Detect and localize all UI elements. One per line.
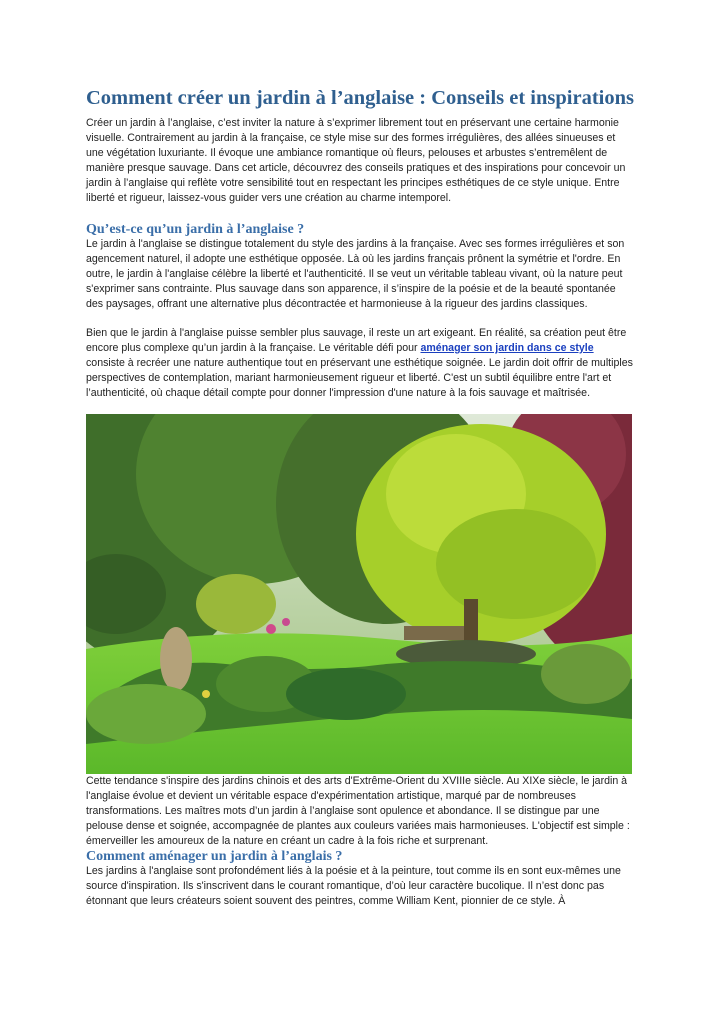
section1-paragraph-2 — [86, 326, 634, 401]
paragraph-text-after-link: consiste à recréer une nature authentique tout en préservant une esthétique soignée. Le jardin doit offrir de multiples perspectives de contemplation, mariant harmonieusement rigueur et liberté. C'est un subtil équilibre entre l'art et l’authenticité, où chaque détail compte pour donner l'impression d'une nature à la fois sauvage et maîtrisée. — [86, 357, 633, 399]
page-title: Comment créer un jardin à l’anglaise : Conseils et inspirations — [86, 87, 634, 109]
intro-paragraph: Créer un jardin à l’anglaise, c’est inviter la nature à s’exprimer librement tout en préservant une certaine harmonie visuelle. Contrairement au jardin à la française, ce style mise sur des formes irrégulières, des allées sinueuses et une végétation luxuriante. Il évoque une ambiance romantique où fleurs, pelouses et arbustes s’entremêlent de manière presque sauvage. Dans cet article, découvrez des conseils pratiques et des inspirations pour concevoir un jardin à l’anglaise qui reflète votre sensibilité tout en respectant les principes esthétiques de ce style unique. Entre liberté et rigueur, laissez-vous guider vers une création au charme intemporel. — [86, 117, 626, 204]
section1-heading: Qu’est-ce qu’un jardin à l’anglaise ? — [86, 222, 305, 237]
section2-heading: Comment aménager un jardin à l’anglais ? — [86, 849, 343, 864]
amenager-jardin-link[interactable]: aménager son jardin dans ce style — [420, 342, 594, 354]
section1-paragraph-3: Cette tendance s'inspire des jardins chinois et des arts d'Extrême-Orient du XVIIIe siècle. Au XIXe siècle, le jardin à l'anglaise évolue et devient un véritable espace d'expérimentation artistique, marqué par de nombreuses transformations. Les maîtres mots d’un jardin à l’anglaise sont opulence et abondance. Il se distingue par une pelouse dense et soignée, accompagnée de plantes aux couleurs variées mais harmonieuses. L'objectif est simple : émerveiller les amoureux de la nature en créant un cadre à la fois riche et surprenant. — [86, 775, 630, 847]
garden-photo — [86, 414, 632, 774]
section1-paragraph-1: Le jardin à l'anglaise se distingue totalement du style des jardins à la française. Avec ses formes irrégulières et son agencement naturel, il adopte une esthétique opposée. Là où les jardins français prônent la symétrie et l'ordre. En outre, le jardin à l'anglaise célèbre la liberté et l'authenticité. Il se veut un véritable tableau vivant, où la nature peut s'exprimer sans contrainte. Plus sauvage dans son apparence, il s’inspire de la poésie et de la beauté spontanée des paysages, offrant une alternative plus décontractée et harmonieuse à la rigueur des jardins classiques. — [86, 238, 625, 310]
paragraph-text-before-link: Bien que le jardin à l'anglaise puisse sembler plus sauvage, il reste un art exigeant. En réalité, sa création peut être encore plus complexe qu’un jardin à la française. Le véritable défi pour — [86, 327, 627, 354]
section2-paragraph-1: Les jardins à l'anglaise sont profondément liés à la poésie et à la peinture, tout comme ils en sont eux-mêmes une source d'inspiration. Ils s'inscrivent dans le courant romantique, d’où leur caractère bucolique. Il n’est donc pas étonnant que leurs créateurs soient souvent des peintres, comme William Kent, pionnier de ce style. À — [86, 865, 621, 907]
